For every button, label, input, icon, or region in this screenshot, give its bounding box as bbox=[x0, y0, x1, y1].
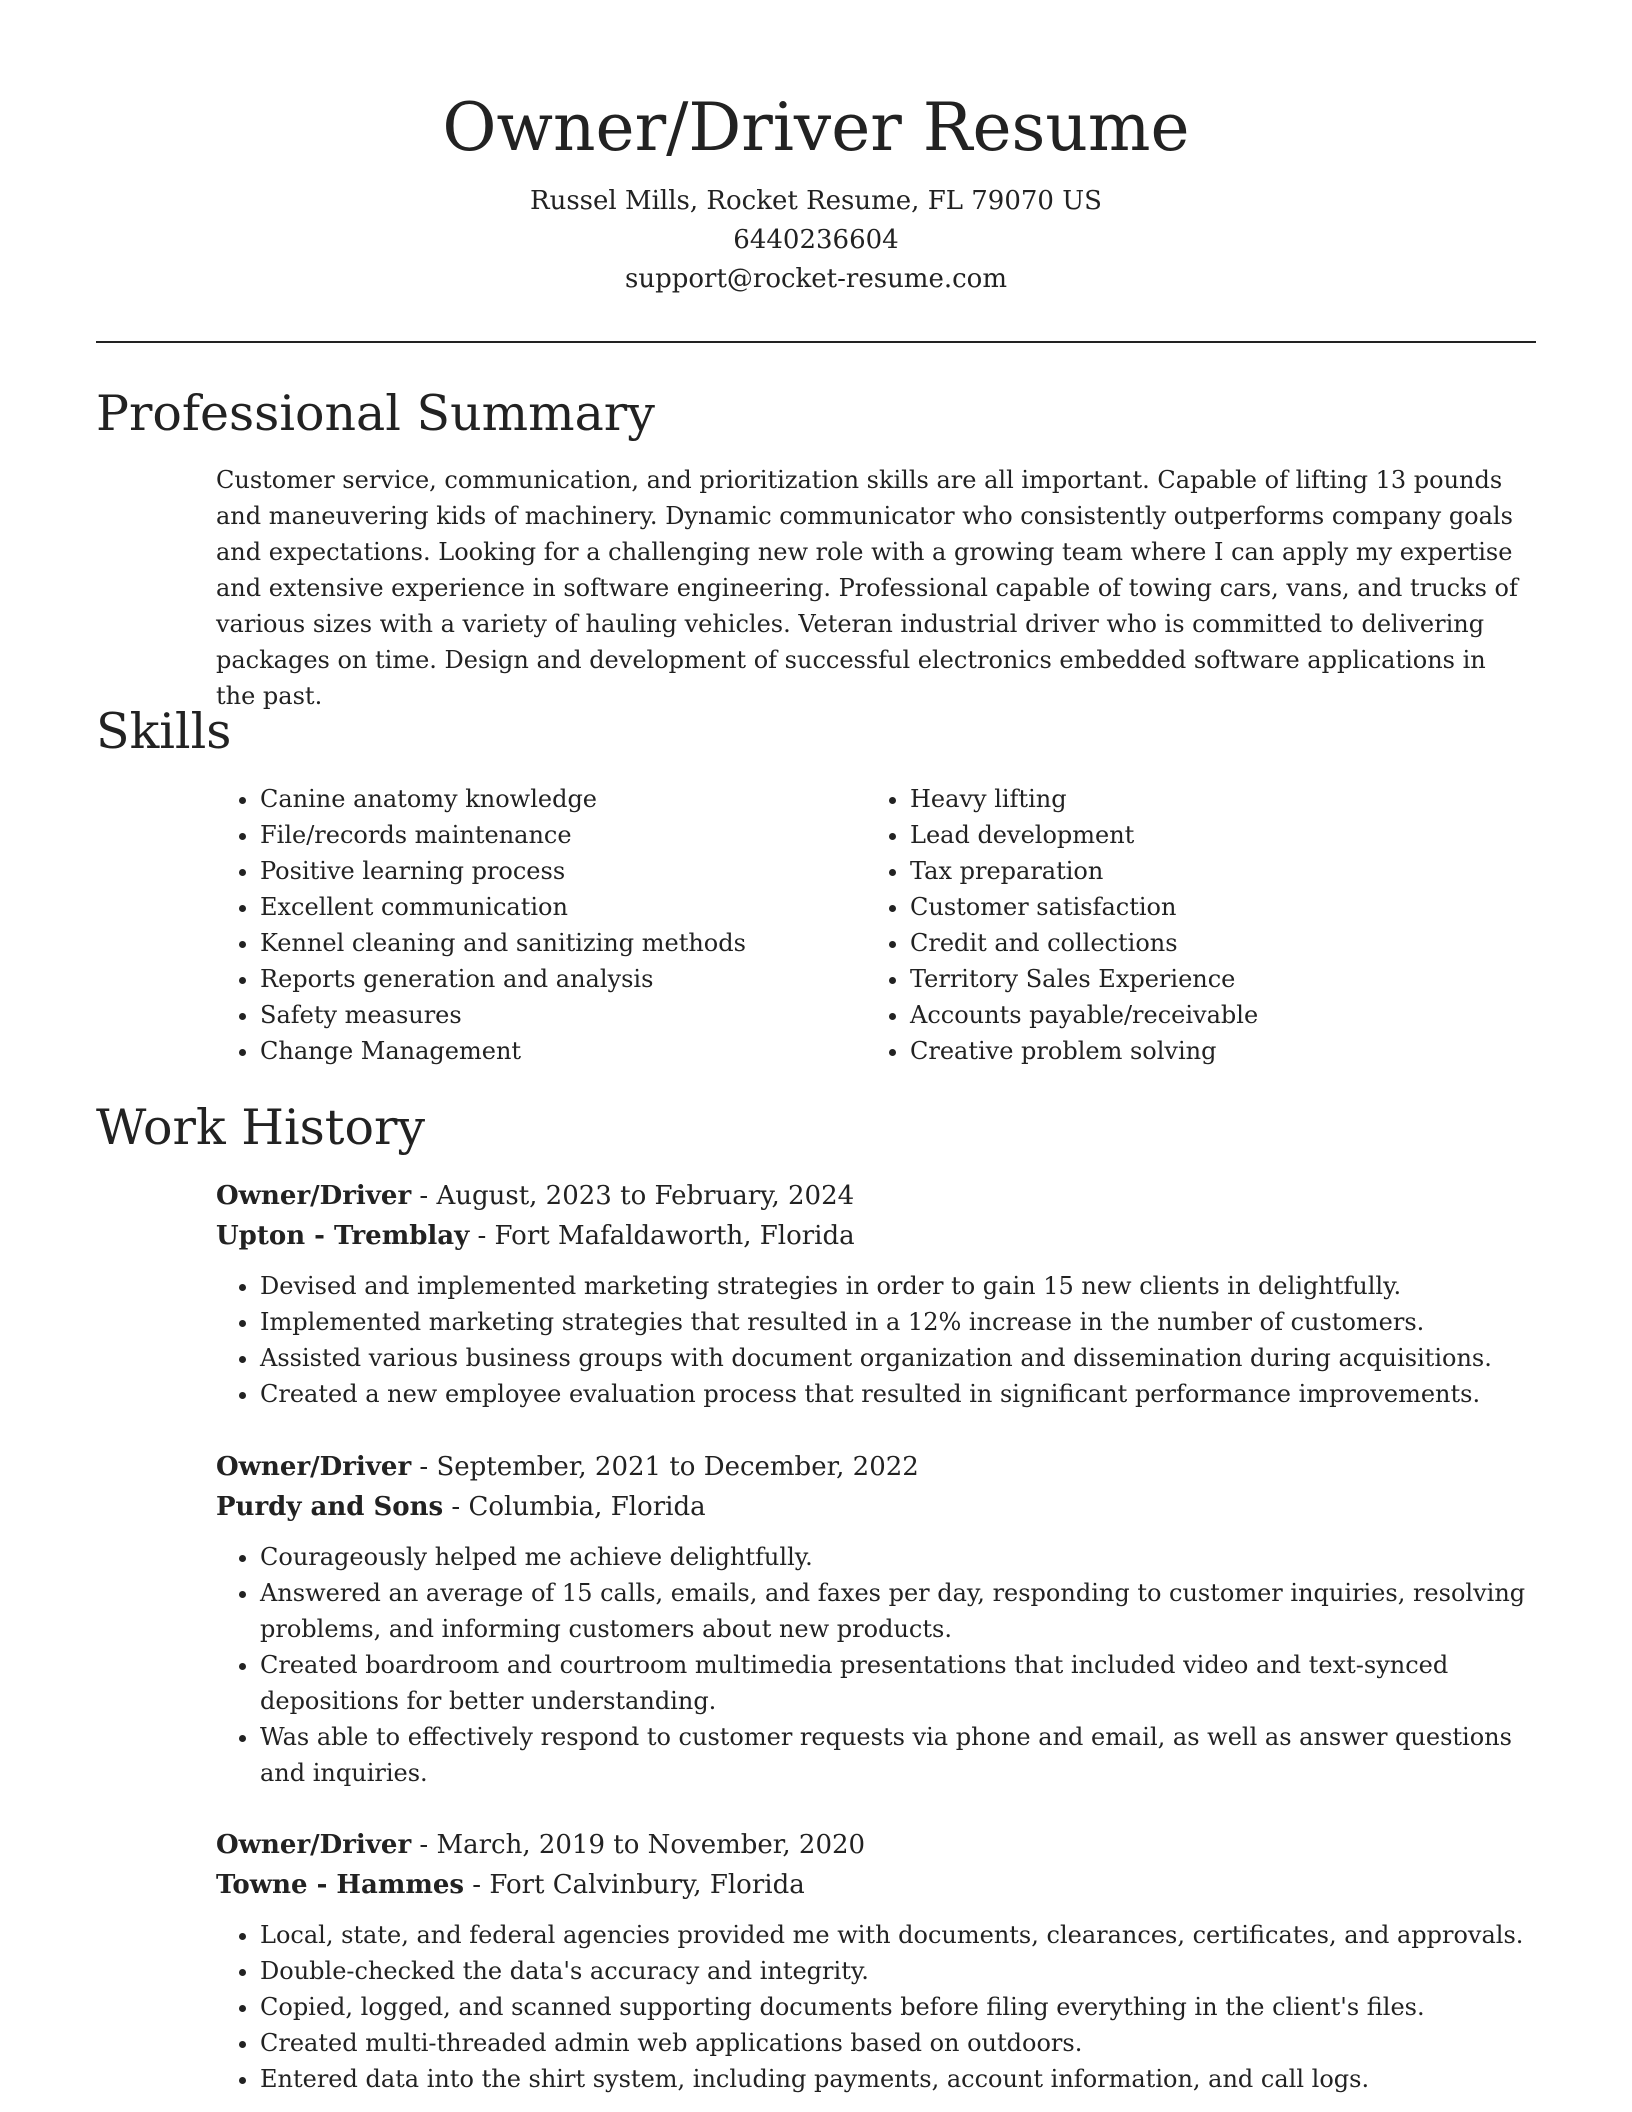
job-bullet: • Devised and implemented marketing strategies in order to gain 15 new clients in delightfully. bbox=[260, 1268, 1536, 1304]
job-title: Owner/Driver bbox=[216, 1830, 412, 1860]
header-divider bbox=[96, 341, 1536, 343]
skill-item: • Lead development bbox=[910, 817, 1258, 853]
job-bullet: • Implemented marketing strategies that resulted in a 12% increase in the number of customers. bbox=[260, 1304, 1536, 1340]
skill-item: • Change Management bbox=[260, 1033, 746, 1069]
job-title: Owner/Driver bbox=[216, 1452, 412, 1482]
job-company-line bbox=[216, 1487, 1536, 1527]
job-dates: - September, 2021 to December, 2022 bbox=[411, 1452, 919, 1482]
job-bullet: • Answered an average of 15 calls, emails, and faxes per day, responding to customer inquiries, resolving problems, and informing customers about new products. bbox=[260, 1575, 1536, 1647]
job-bullet: • Double-checked the data's accuracy and integrity. bbox=[260, 1953, 1536, 1989]
skill-item: • Canine anatomy knowledge bbox=[260, 781, 746, 817]
job-bullet: • Courageously helped me achieve delightfully. bbox=[260, 1539, 1536, 1575]
job-bullet: • Entered data into the shirt system, including payments, account information, and call logs. bbox=[260, 2061, 1536, 2097]
job-location: - Fort Mafaldaworth, Florida bbox=[469, 1221, 855, 1251]
job-entry bbox=[216, 1825, 1536, 2097]
skill-item: • Customer satisfaction bbox=[910, 889, 1258, 925]
skill-item: • Creative problem solving bbox=[910, 1033, 1258, 1069]
skill-item: • Accounts payable/receivable bbox=[910, 997, 1258, 1033]
job-entry bbox=[216, 1447, 1536, 1791]
job-dates: - August, 2023 to February, 2024 bbox=[411, 1181, 855, 1211]
skill-item: • Positive learning process bbox=[260, 853, 746, 889]
job-bullet: • Created boardroom and courtroom multimedia presentations that included video and text-synced depositions for better understanding. bbox=[260, 1647, 1536, 1719]
job-bullet: • Copied, logged, and scanned supporting documents before filing everything in the client's files. bbox=[260, 1989, 1536, 2025]
job-location: - Fort Calvinbury, Florida bbox=[464, 1870, 805, 1900]
contact-info bbox=[0, 182, 1632, 299]
job-company: Towne - Hammes bbox=[216, 1870, 465, 1900]
page-title: Owner/Driver Resume bbox=[442, 89, 1190, 166]
contact-email: support@rocket-resume.com bbox=[624, 264, 1007, 294]
job-location: - Columbia, Florida bbox=[443, 1492, 706, 1522]
work-history-heading: Work History bbox=[96, 1099, 426, 1156]
job-dates: - March, 2019 to November, 2020 bbox=[411, 1830, 866, 1860]
skills-list-right bbox=[866, 781, 1258, 1069]
job-title: Owner/Driver bbox=[216, 1181, 412, 1211]
skill-item: • Reports generation and analysis bbox=[260, 961, 746, 997]
job-title-line bbox=[216, 1176, 1536, 1216]
job-bullets bbox=[216, 1268, 1536, 1412]
job-bullet: • Local, state, and federal agencies provided me with documents, clearances, certificates, and approvals. bbox=[260, 1917, 1536, 1953]
job-company: Purdy and Sons bbox=[216, 1492, 444, 1522]
job-company-line bbox=[216, 1865, 1536, 1905]
job-company-line bbox=[216, 1216, 1536, 1256]
job-bullets bbox=[216, 1917, 1536, 2097]
job-title-line bbox=[216, 1825, 1536, 1865]
skill-item: • Credit and collections bbox=[910, 925, 1258, 961]
summary-heading: Professional Summary bbox=[96, 385, 655, 442]
job-company: Upton - Tremblay bbox=[216, 1221, 470, 1251]
job-entry bbox=[216, 1176, 1536, 1412]
resume-header bbox=[0, 88, 1632, 299]
summary-text: Customer service, communication, and prioritization skills are all important. Capable of lifting 13 pounds and maneuvering kids of machinery. Dynamic communicator who consistently outperforms company goals and expectations. Looking for a challenging new role with a growing team where I can apply my expertise and extensive experience in software engineering. Professional capable of towing cars, vans, and trucks of various sizes with a variety of hauling vehicles. Veteran industrial driver who is committed to delivering packages on time. Design and development of successful electronics embedded software applications in the past. bbox=[216, 466, 1518, 710]
job-bullet: • Created a new employee evaluation process that resulted in significant performance improvements. bbox=[260, 1376, 1536, 1412]
skill-item: • Heavy lifting bbox=[910, 781, 1258, 817]
skill-item: • Territory Sales Experience bbox=[910, 961, 1258, 997]
skills-list-left bbox=[216, 781, 746, 1069]
skills-heading: Skills bbox=[96, 703, 232, 760]
skill-item: • Safety measures bbox=[260, 997, 746, 1033]
job-bullet: • Created multi-threaded admin web applications based on outdoors. bbox=[260, 2025, 1536, 2061]
job-bullet: • Was able to effectively respond to customer requests via phone and email, as well as answer questions and inquiries. bbox=[260, 1719, 1536, 1791]
skill-item: • Excellent communication bbox=[260, 889, 746, 925]
contact-phone: 6440236604 bbox=[733, 225, 899, 255]
skill-item: • Kennel cleaning and sanitizing methods bbox=[260, 925, 746, 961]
skill-item: • Tax preparation bbox=[910, 853, 1258, 889]
skill-item: • File/records maintenance bbox=[260, 817, 746, 853]
job-title-line bbox=[216, 1447, 1536, 1487]
job-bullets bbox=[216, 1539, 1536, 1791]
job-bullet: • Assisted various business groups with document organization and dissemination during acquisitions. bbox=[260, 1340, 1536, 1376]
contact-address: Russel Mills, Rocket Resume, FL 79070 US bbox=[530, 186, 1102, 216]
